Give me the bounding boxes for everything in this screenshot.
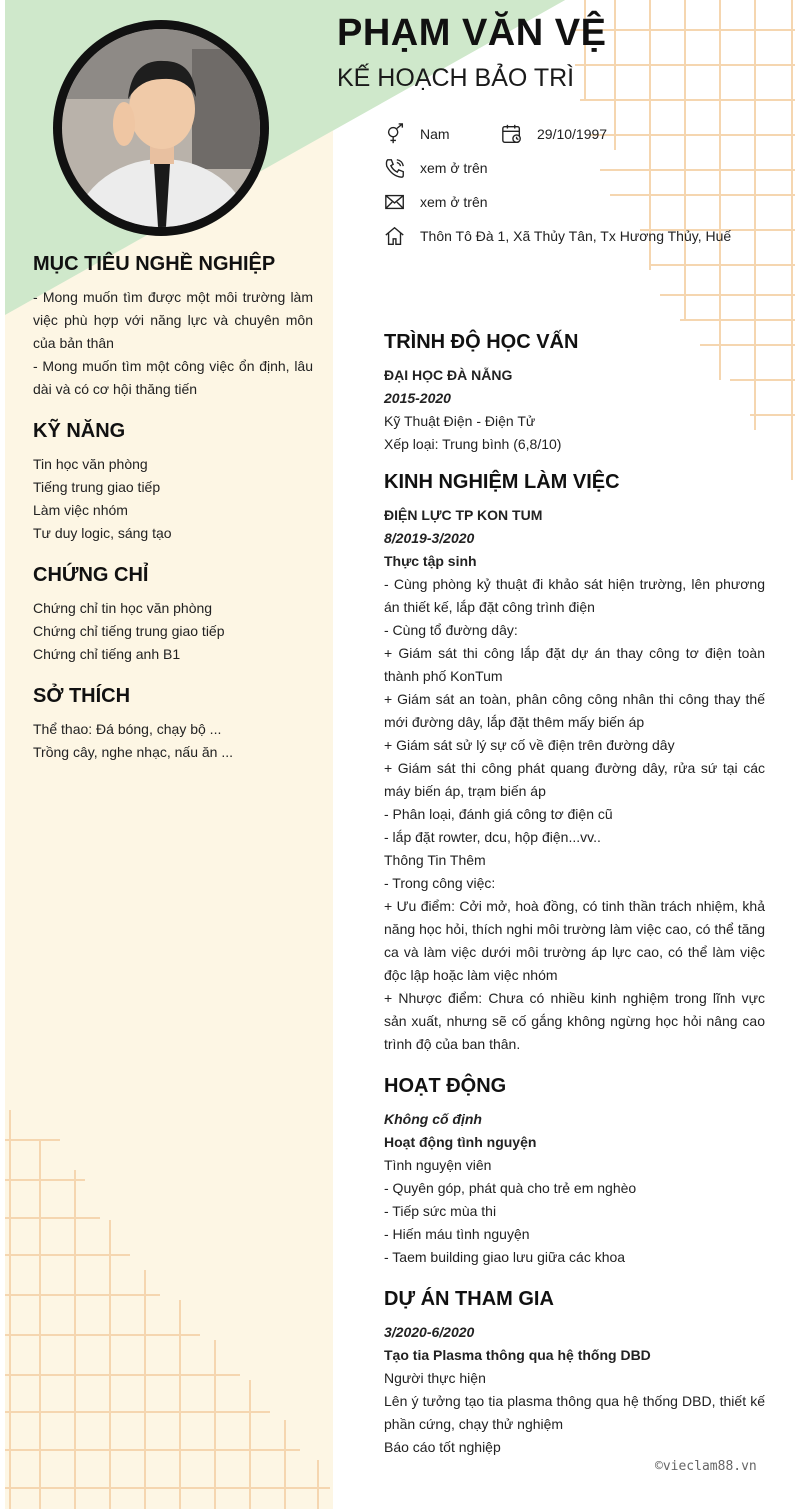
gender-row: [384, 123, 450, 145]
school-name: ĐẠI HỌC ĐÀ NẴNG: [384, 367, 513, 383]
company-name: ĐIỆN LỰC TP KON TUM: [384, 507, 543, 523]
education-period: 2015-2020: [384, 390, 451, 406]
skill-item: Tư duy logic, sáng tạo: [33, 525, 172, 541]
hobby-item: Trồng cây, nghe nhạc, nấu ăn ...: [33, 744, 234, 760]
experience-line: - Cùng phòng kỷ thuật đi khảo sát hiện trường, lên phương án thiết kế, lắp đặt công trình điện: [384, 576, 765, 615]
experience-line: - Trong công việc:: [384, 875, 496, 891]
section-title: CHỨNG CHỈ: [33, 564, 149, 586]
experience-line: - Cùng tổ đường dây:: [384, 622, 518, 638]
address-value: Thôn Tô Đà 1, Xã Thủy Tân, Tx Hương Thủy, Huế: [420, 228, 732, 244]
objective-line: - Mong muốn tìm một công việc ổn định, lâu dài và có cơ hội thăng tiến: [33, 358, 313, 397]
project-line: Báo cáo tốt nghiệp: [384, 1439, 501, 1455]
candidate-name: PHẠM VĂN VỆ: [337, 12, 607, 54]
section-title: MỤC TIÊU NGHỀ NGHIỆP: [33, 253, 276, 275]
section-title: DỰ ÁN THAM GIA: [384, 1288, 554, 1310]
objective-line: - Mong muốn tìm được một môi trường làm việc phù hợp với năng lực và chuyên môn của bản thân: [33, 289, 313, 351]
home-icon: [384, 225, 406, 247]
phone-row: [384, 157, 488, 179]
watermark: ©vieclam88.vn: [655, 1459, 757, 1474]
activity-line: - Hiến máu tình nguyện: [384, 1226, 530, 1242]
section-title: SỞ THÍCH: [33, 685, 131, 707]
phone-icon: [384, 157, 406, 179]
certificates-section: [33, 561, 313, 666]
hobby-item: Thể thao: Đá bóng, chạy bộ ...: [33, 721, 222, 737]
education-section: [384, 328, 765, 456]
career-objective-section: [33, 250, 313, 401]
activity-period: Không cố định: [384, 1111, 482, 1127]
avatar: [62, 29, 260, 227]
activities-section: [384, 1072, 765, 1269]
experience-line: Thông Tin Thêm: [384, 852, 486, 868]
project-name: Tạo tia Plasma thông qua hệ thống DBD: [384, 1347, 651, 1363]
birthdate-value: 29/10/1997: [537, 126, 608, 142]
left-column: [33, 250, 313, 780]
email-value: xem ở trên: [420, 194, 488, 210]
experience-line: - lắp đặt rowter, dcu, hộp điện...vv..: [384, 829, 601, 845]
experience-line: - Phân loại, đánh giá công tơ điện cũ: [384, 806, 613, 822]
project-role: Người thực hiện: [384, 1370, 486, 1386]
activity-line: - Quyên góp, phát quà cho trẻ em nghèo: [384, 1180, 637, 1196]
experience-period: 8/2019-3/2020: [384, 530, 475, 546]
skill-item: Tiếng trung giao tiếp: [33, 479, 161, 495]
experience-line: + Giám sát sử lý sự cố về điện trên đường dây: [384, 737, 675, 753]
right-column: [384, 328, 765, 1471]
experience-line: + Giám sát thi công phát quang đường dây, rửa sứ tại các máy biến áp, trạm biến áp: [384, 760, 765, 799]
activity-line: - Tiếp sức mùa thi: [384, 1203, 497, 1219]
calendar-icon: [501, 123, 523, 145]
experience-line: + Nhược điểm: Chưa có nhiều kinh nghiệm trong lĩnh vực sản xuất, nhưng sẽ cố gắng không ngừng học hỏi nâng cao trình độ của ban thân.: [384, 990, 765, 1052]
certificate-item: Chứng chỉ tiếng trung giao tiếp: [33, 623, 225, 639]
gender-icon: [384, 123, 406, 145]
section-title: TRÌNH ĐỘ HỌC VẤN: [384, 331, 579, 353]
email-row: [384, 191, 488, 213]
envelope-icon: [384, 191, 406, 213]
activity-name: Hoạt động tình nguyện: [384, 1134, 537, 1150]
skill-item: Làm việc nhóm: [33, 502, 128, 518]
education-major: Kỹ Thuật Điện - Điện Tử: [384, 413, 536, 429]
experience-line: + Giám sát an toàn, phân công công nhân thi công thay thế mới đường dây, lắp đặt thêm mấy biến áp: [384, 691, 765, 730]
experience-section: [384, 468, 765, 1056]
experience-line: + Ưu điểm: Cởi mở, hoà đồng, có tinh thần trách nhiệm, khả năng học hỏi, thích nghi môi trường làm việc cao, có thể tăng ca và làm việc dưới môi trường áp lực cao, có thể làm việc độc lập hoặc làm việc nhóm: [384, 898, 765, 983]
birthdate-row: [501, 123, 607, 145]
project-line: Lên ý tưởng tạo tia plasma thông qua hệ thống DBD, thiết kế phần cứng, chạy thử nghiệm: [384, 1393, 765, 1432]
address-row: [384, 225, 731, 247]
experience-position: Thực tập sinh: [384, 553, 477, 569]
profile-photo: [53, 20, 269, 236]
skill-item: Tin học văn phòng: [33, 456, 148, 472]
hobbies-section: [33, 682, 313, 764]
job-title: KẾ HOẠCH BẢO TRÌ: [337, 64, 575, 92]
section-title: KINH NGHIỆM LÀM VIỆC: [384, 471, 620, 493]
certificate-item: Chứng chỉ tiếng anh B1: [33, 646, 181, 662]
activity-line: - Taem building giao lưu giữa các khoa: [384, 1249, 626, 1265]
skills-section: [33, 417, 313, 545]
phone-value: xem ở trên: [420, 160, 488, 176]
project-period: 3/2020-6/2020: [384, 1324, 475, 1340]
projects-section: [384, 1285, 765, 1459]
education-grade: Xếp loại: Trung bình (6,8/10): [384, 436, 562, 452]
activity-role: Tình nguyện viên: [384, 1157, 492, 1173]
certificate-item: Chứng chỉ tin học văn phòng: [33, 600, 213, 616]
section-title: KỸ NĂNG: [33, 420, 126, 442]
experience-line: + Giám sát thi công lắp đặt dự án thay công tơ điện toàn thành phố KonTum: [384, 645, 765, 684]
section-title: HOẠT ĐỘNG: [384, 1075, 507, 1097]
gender-value: Nam: [420, 126, 450, 142]
